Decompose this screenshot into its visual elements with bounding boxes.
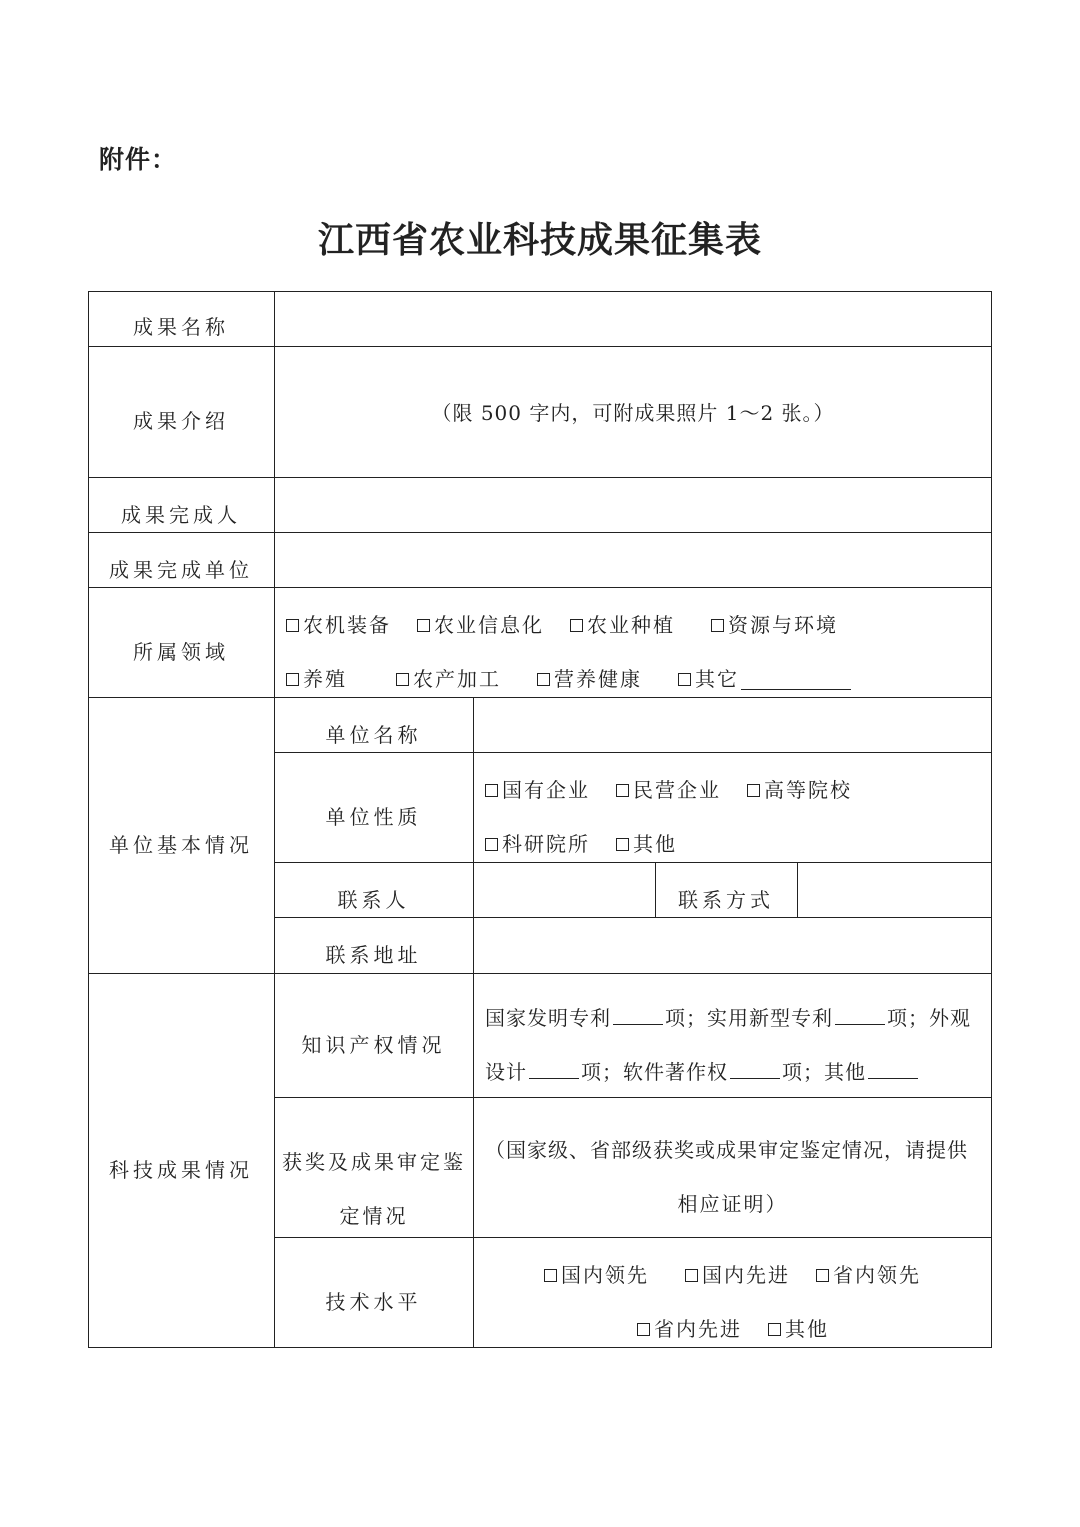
software-count-blank[interactable] xyxy=(730,1058,780,1079)
checkbox-icon xyxy=(616,838,629,851)
table-border-right xyxy=(991,291,992,1348)
field-option-agri-informatization[interactable]: 农业信息化 xyxy=(417,611,544,639)
checkbox-icon xyxy=(417,619,430,632)
checkbox-icon xyxy=(616,784,629,797)
label-contact-address: 联系地址 xyxy=(325,943,422,967)
field-option-agri-planting[interactable]: 农业种植 xyxy=(570,611,675,639)
row-divider xyxy=(88,973,992,974)
checkbox-icon xyxy=(685,1269,698,1282)
unit-name-field[interactable] xyxy=(474,698,991,752)
nature-option-research-institute[interactable]: 科研院所 xyxy=(485,830,590,858)
label-unit-nature: 单位性质 xyxy=(325,805,422,829)
awards-hint-line-1: （国家级、省部级获奖或成果审定鉴定情况，请提供 xyxy=(485,1138,968,1162)
label-unit-info: 单位基本情况 xyxy=(109,833,253,857)
checkbox-icon xyxy=(286,673,299,686)
collection-form-table xyxy=(88,291,992,1348)
checkbox-icon xyxy=(485,784,498,797)
subrow-divider xyxy=(274,1097,992,1098)
checkbox-icon xyxy=(570,619,583,632)
label-contact-method: 联系方式 xyxy=(678,888,774,912)
other-field-blank[interactable] xyxy=(741,669,851,690)
level-option-domestic-advanced[interactable]: 国内先进 xyxy=(685,1261,790,1289)
label-unit-name: 单位名称 xyxy=(325,723,422,747)
checkbox-icon xyxy=(544,1269,557,1282)
utility-count-blank[interactable] xyxy=(835,1004,885,1025)
field-option-agri-machinery[interactable]: 农机装备 xyxy=(286,611,391,639)
completer-field[interactable] xyxy=(275,478,991,532)
completer-unit-field[interactable] xyxy=(275,533,991,587)
table-border-bottom xyxy=(88,1347,992,1348)
contact-person-field[interactable] xyxy=(474,863,655,917)
ip-line-2: 设计 项；软件著作权 项；其他 xyxy=(485,1058,920,1086)
label-contact-person: 联系人 xyxy=(337,888,410,912)
intro-hint: （限 500 字内，可附成果照片 1～2 张。） xyxy=(431,401,835,425)
attachment-label: 附件： xyxy=(99,145,178,174)
field-option-breeding[interactable]: 养殖 xyxy=(286,665,347,693)
checkbox-icon xyxy=(396,673,409,686)
table-border-left xyxy=(88,291,89,1348)
form-title: 江西省农业科技成果征集表 xyxy=(317,220,762,261)
nature-option-other[interactable]: 其他 xyxy=(616,830,677,858)
label-achievement-name: 成果名称 xyxy=(133,315,229,339)
nature-option-university[interactable]: 高等院校 xyxy=(747,776,852,804)
awards-hint-line-2: 相应证明） xyxy=(677,1192,788,1216)
checkbox-icon xyxy=(711,619,724,632)
label-ip-status: 知识产权情况 xyxy=(301,1033,446,1057)
checkbox-icon xyxy=(637,1323,650,1336)
label-completer: 成果完成人 xyxy=(121,503,241,527)
label-awards-evaluation: 获奖及成果审定鉴定情况 xyxy=(282,1150,466,1228)
field-option-other[interactable]: 其它 xyxy=(678,665,853,693)
level-option-domestic-leading[interactable]: 国内领先 xyxy=(544,1261,649,1289)
checkbox-icon xyxy=(537,673,550,686)
contact-address-field[interactable] xyxy=(474,918,991,973)
checkbox-icon xyxy=(286,619,299,632)
achievement-name-field[interactable] xyxy=(275,292,991,346)
checkbox-icon xyxy=(816,1269,829,1282)
label-field: 所属领域 xyxy=(133,640,229,664)
column-divider-sub xyxy=(473,697,474,1348)
level-option-other[interactable]: 其他 xyxy=(768,1315,829,1343)
checkbox-icon xyxy=(678,673,691,686)
field-option-resources-environment[interactable]: 资源与环境 xyxy=(711,611,838,639)
level-option-provincial-leading[interactable]: 省内领先 xyxy=(816,1261,921,1289)
checkbox-icon xyxy=(768,1323,781,1336)
row-divider xyxy=(88,587,992,588)
design-count-blank[interactable] xyxy=(529,1058,579,1079)
field-option-agri-processing[interactable]: 农产加工 xyxy=(396,665,501,693)
label-tech-level: 技术水平 xyxy=(325,1290,422,1314)
invention-count-blank[interactable] xyxy=(613,1004,663,1025)
ip-line-1: 国家发明专利 项；实用新型专利 项；外观 xyxy=(485,1006,971,1030)
field-option-nutrition-health[interactable]: 营养健康 xyxy=(537,665,642,693)
checkbox-icon xyxy=(485,838,498,851)
subrow-divider xyxy=(274,752,992,753)
level-option-provincial-advanced[interactable]: 省内先进 xyxy=(637,1315,742,1343)
other-ip-blank[interactable] xyxy=(868,1058,918,1079)
contact-method-field[interactable] xyxy=(798,863,991,917)
checkbox-icon xyxy=(747,784,760,797)
label-tech-achievement: 科技成果情况 xyxy=(109,1158,253,1182)
label-achievement-intro: 成果介绍 xyxy=(133,409,229,433)
nature-option-private[interactable]: 民营企业 xyxy=(616,776,721,804)
nature-option-state-owned[interactable]: 国有企业 xyxy=(485,776,590,804)
achievement-intro-field[interactable] xyxy=(275,347,991,477)
label-completer-unit: 成果完成单位 xyxy=(109,558,253,582)
